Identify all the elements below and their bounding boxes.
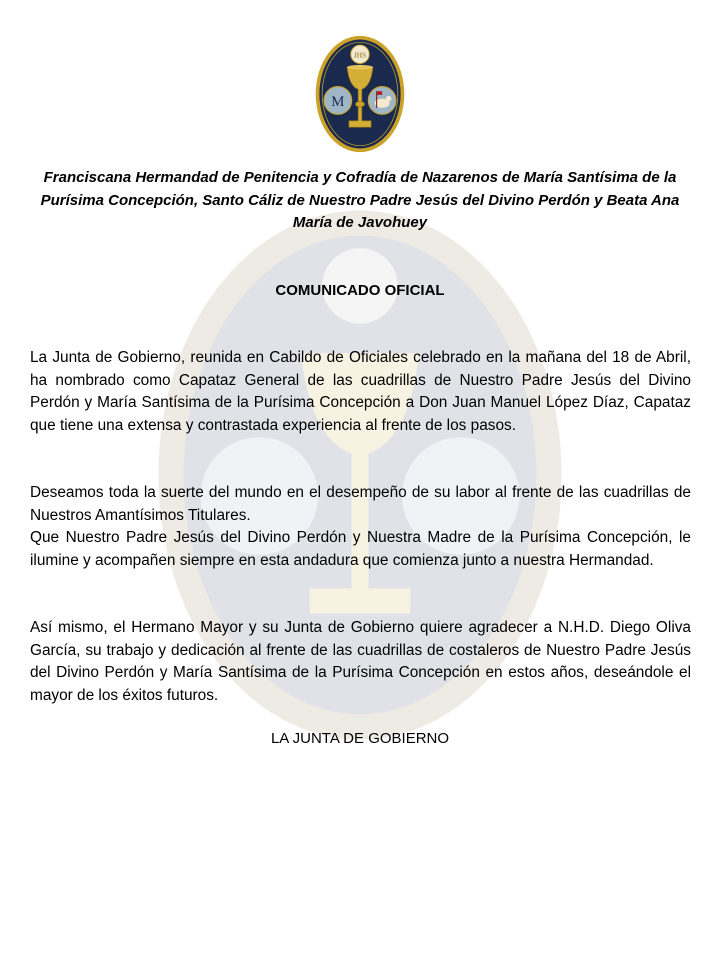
paragraph-wishes: Deseamos toda la suerte del mundo en el desempeño de su labor al frente de las cuadrillas de Nuestros Amantísimos Titulares. — [30, 484, 691, 524]
brotherhood-shield-icon — [313, 34, 407, 154]
svg-text:M: M — [331, 94, 345, 110]
paragraph-thanks: Así mismo, el Hermano Mayor y su Junta de Gobierno quiere agradecer a N.H.D. Diego Oliva García, su trabajo y dedicación al frente de las cuadrillas de costaleros de Nuestro Padre Jesús del Divino Perdón y María Santísima de la Purísima Concepción en estos años, deseándole el mayor de los éxitos futuros. — [30, 619, 691, 704]
paragraph-appointment: La Junta de Gobierno, reunida en Cabildo de Oficiales celebrado en la mañana del 18 de Abril, ha nombrado como Capataz General de las cuadrillas de Nuestro Padre Jesús del Divino Perdón y María Santísima de la Purísima Concepción a Don Juan Manuel López Díaz, Capataz que tiene una extensa y contrastada experiencia al frente de los pasos. — [30, 349, 691, 434]
brotherhood-title: Franciscana Hermandad de Penitencia y Cofradía de Nazarenos de María Santísima de la Purísima Concepción, Santo Cáliz de Nuestro Padre Jesús del Divino Perdón y Beata Ana María de Javohuey — [40, 169, 680, 231]
svg-text:JHS: JHS — [353, 50, 367, 60]
document-heading: COMUNICADO OFICIAL — [275, 282, 445, 299]
paragraph-blessing: Que Nuestro Padre Jesús del Divino Perdón y Nuestra Madre de la Purísima Concepción, le ilumine y acompañen siempre en esta andadura que comienza junto a nuestra Hermandad. — [30, 529, 691, 569]
signature: LA JUNTA DE GOBIERNO — [270, 730, 450, 747]
